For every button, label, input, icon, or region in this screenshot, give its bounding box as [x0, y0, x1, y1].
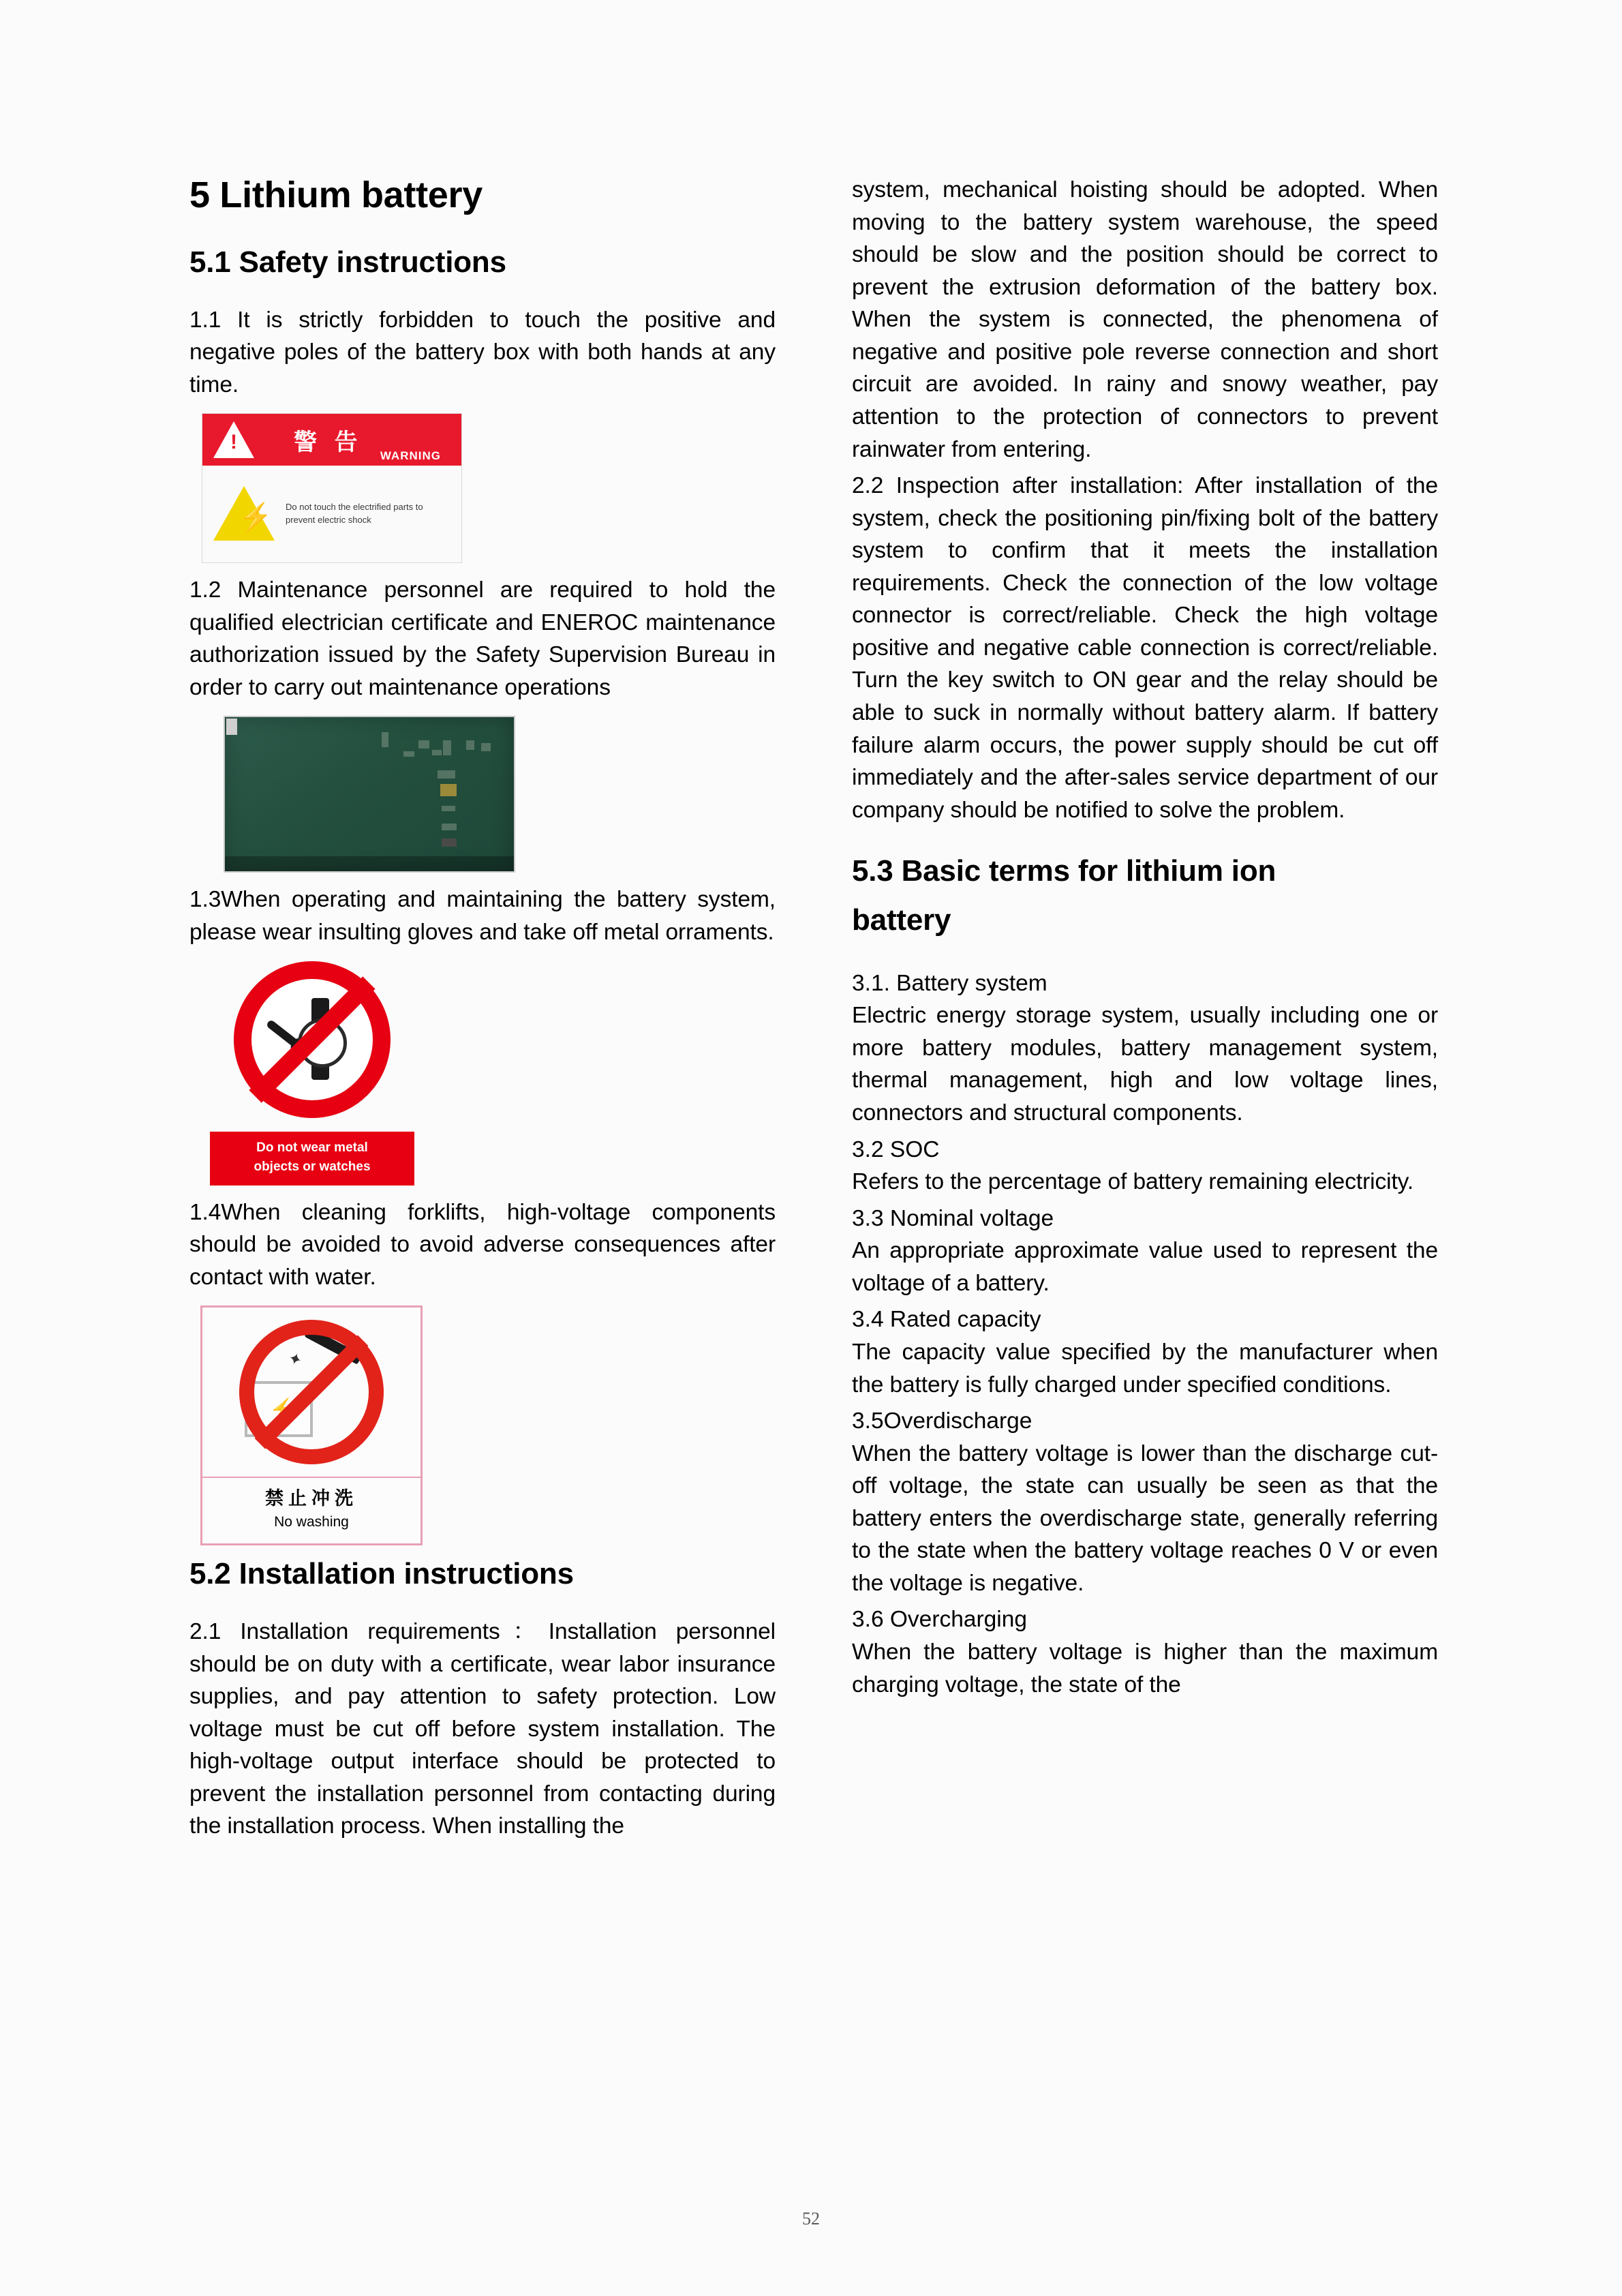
warning-caution-row [202, 466, 461, 562]
term-definition: When the battery voltage is higher than the maximum charging voltage, the state of the [852, 1640, 1438, 1697]
section-heading-5-3 [852, 847, 1438, 944]
pcb-component [466, 740, 474, 750]
term-heading: 3.1. Battery system [852, 970, 1047, 996]
pcb-component [442, 839, 457, 847]
pcb-component [481, 743, 491, 751]
term-definition: When the battery voltage is lower than the discharge cut-off voltage, the state can usually be seen as that the battery enters the overdischarge state, generally referring to the state when the battery voltage reaches 0 V or even the voltage is negative. [852, 1440, 1438, 1596]
warning-banner [202, 414, 461, 466]
prohibition-circle-icon [234, 961, 391, 1118]
chapter-title: 5 Lithium battery [189, 175, 483, 215]
pcb-component [382, 732, 388, 747]
no-washing-caption [202, 1478, 420, 1543]
no-washing-sign-card [200, 1305, 423, 1545]
figure-no-washing-sign [189, 1305, 776, 1545]
pcb-component [403, 751, 414, 757]
figure-no-metal-sign [189, 961, 776, 1185]
section-heading-5-3-line2: battery [852, 903, 951, 937]
pcb-connector-icon [226, 719, 237, 735]
term-heading: 3.5Overdischarge [852, 1408, 1032, 1434]
paragraph-1-1: 1.1 It is strictly forbidden to touch the positive and negative poles of the battery box with both hands at any time. [189, 307, 776, 397]
paragraph-1-3: 1.3When operating and maintaining the battery system, please wear insulting gloves and take off metal orraments. [189, 887, 776, 946]
warning-caution-text: Do not touch the electrified parts to prevent electric shock [286, 501, 423, 526]
page-number: 52 [802, 2209, 820, 2229]
paragraph-2-1-continued: system, mechanical hoisting should be adopted. When moving to the battery system warehouse, the speed should be slow and the position should be correct to prevent the extrusion deformation of the battery box. When the system is connected, the phenomena of negative and positive pole reverse connection and short circuit are avoided. In rainy and snowy weather, pay attention to the protection of connectors to prevent rainwater from entering. [852, 177, 1438, 462]
watch-face-icon [298, 1018, 347, 1068]
pcb-gold-pad [440, 784, 457, 796]
no-washing-caption-en: No washing [274, 1514, 349, 1530]
warning-banner-en: WARNING [380, 449, 441, 463]
term-heading: 3.6 Overcharging [852, 1607, 1027, 1633]
section-heading-5-3-line1: 5.3 Basic terms for lithium ion [852, 854, 1276, 888]
paragraph-2-2: 2.2 Inspection after installation: After installation of the system, check the positioning pin/fixing bolt of the battery system to confirm that it meets the installation requirements. Check the connection of the low voltage connector is correct/reliable. Check the high voltage positive and negative cable connection is correct/reliable. Turn the key switch to ON gear and the relay should be able to suck in normally without battery alarm. If battery failure alarm occurs, the power supply should be cut off immediately and the after-sales service department of our company should be notified to solve the problem. [852, 473, 1438, 823]
no-metal-caption-line1: Do not wear metal [256, 1140, 368, 1155]
section-heading-5-2: 5.2 Installation instructions [189, 1557, 574, 1591]
pcb-component [443, 740, 451, 755]
paragraph-2-1: 2.1 Installation requirements：Installation personnel should be on duty with a certificate, wear labor insurance supplies, and pay attention to safety protection. Low voltage must be cut off before system installation. The high-voltage output interface should be protected to prevent the installation personnel from contacting during the installation process. When installing the [189, 1619, 776, 1839]
term-definition: An appropriate approximate value used to represent the voltage of a battery. [852, 1238, 1438, 1296]
term-heading: 3.3 Nominal voltage [852, 1205, 1054, 1231]
warning-triangle-icon [213, 421, 254, 458]
electric-shock-triangle-icon [213, 486, 275, 541]
water-spray-icon: ✦ [286, 1348, 305, 1371]
term-heading: 3.2 SOC [852, 1136, 940, 1162]
pcb-component [442, 806, 455, 811]
no-metal-sign-card [210, 961, 414, 1185]
pcb-component [432, 750, 442, 755]
pcb-component [442, 824, 457, 830]
pcb-board-image [224, 716, 515, 873]
no-metal-caption-line2: objects or watches [254, 1160, 371, 1175]
two-column-layout [189, 174, 1437, 2171]
no-washing-pictogram [202, 1308, 420, 1478]
prohibition-circle-icon [239, 1320, 384, 1464]
warning-sign-card [202, 413, 462, 563]
terms-list [852, 967, 1438, 1701]
pcb-component [418, 740, 429, 749]
paragraph-1-4: 1.4When cleaning forklifts, high-voltage components should be avoided to avoid adverse consequences after contact with water. [189, 1199, 776, 1290]
right-column [852, 174, 1438, 2171]
term-definition: The capacity value specified by the manufacturer when the battery is fully charged under specified conditions. [852, 1339, 1438, 1398]
no-metal-caption-band [210, 1132, 414, 1185]
pcb-component [438, 770, 455, 779]
lightning-bolt-icon: ⚡ [239, 502, 273, 533]
figure-warning-sign [189, 413, 776, 563]
figure-pcb-photo [189, 716, 776, 873]
warning-banner-cn: 警 告 [294, 429, 363, 455]
key-icon [266, 1018, 303, 1050]
term-definition: Electric energy storage system, usually including one or more battery modules, battery management system, thermal management, high and low voltage lines, connectors and structural components. [852, 1003, 1438, 1126]
term-heading: 3.4 Rated capacity [852, 1307, 1041, 1333]
term-definition: Refers to the percentage of battery remaining electricity. [852, 1169, 1414, 1195]
left-column [189, 174, 776, 2171]
paragraph-1-2: 1.2 Maintenance personnel are required to hold the qualified electrician certificate and ENEROC maintenance authorization issued by the Safety Supervision Bureau in order to carry out maintenance operations [189, 577, 776, 700]
no-washing-caption-cn: 禁止冲洗 [265, 1488, 358, 1509]
section-heading-5-1: 5.1 Safety instructions [189, 245, 506, 279]
